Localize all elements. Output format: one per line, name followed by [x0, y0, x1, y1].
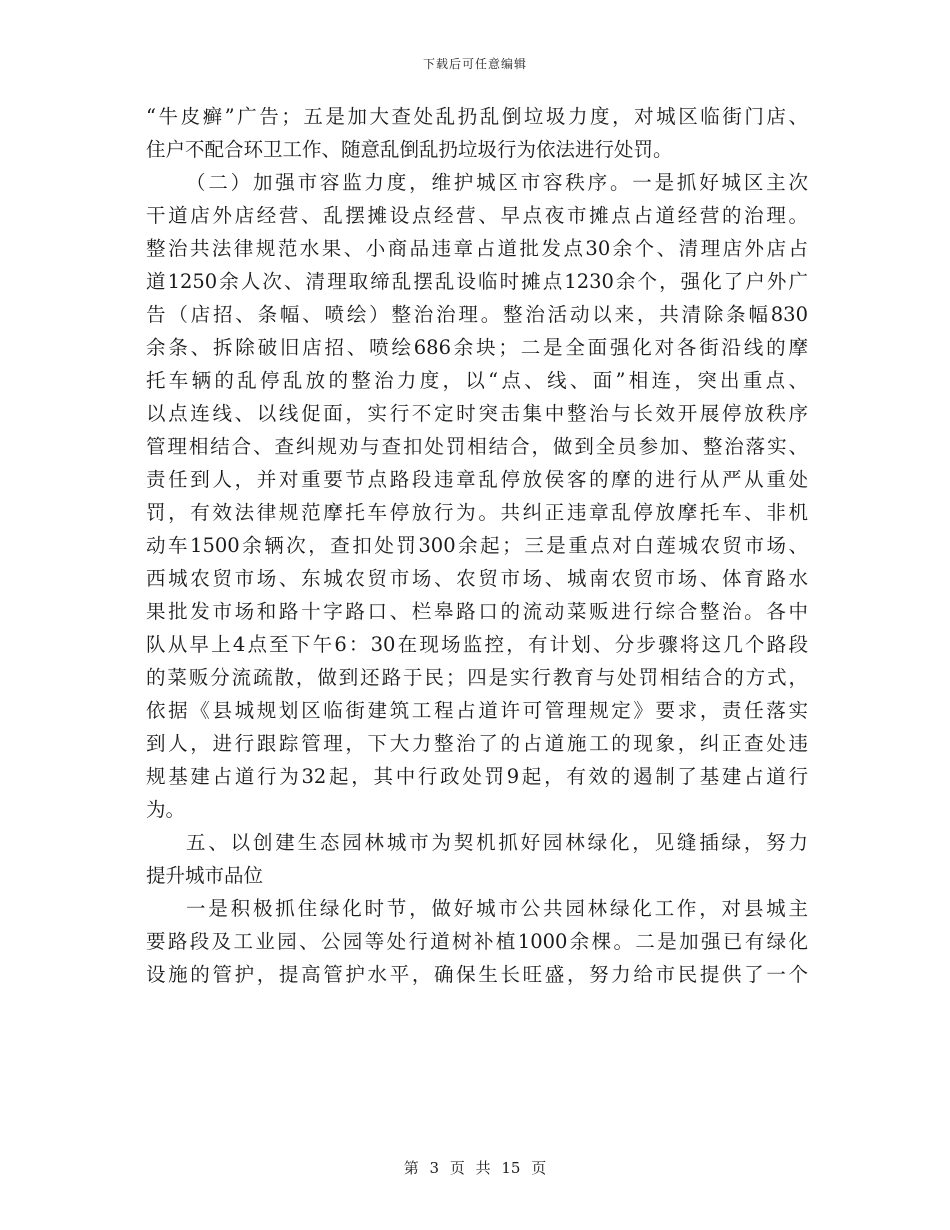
text-line: 管理相结合、查纠规劝与查扣处罚相结合，做到全员参加、整治落实、 — [146, 435, 808, 458]
text-line: 一是积极抓住绿化时节，做好城市公共园林绿化工作，对县城主 — [186, 897, 808, 920]
text-line: 依据《县城规划区临街建筑工程占道许可管理规定》要求，责任落实 — [146, 699, 808, 722]
text-line: 为。 — [146, 798, 186, 821]
text-line: 的菜贩分流疏散，做到还路于民；四是实行教育与处罚相结合的方式， — [146, 666, 808, 689]
text-line: 要路段及工业园、公园等处行道树补植1000余棵。二是加强已有绿化 — [146, 930, 808, 953]
section-heading: 五、以创建生态园林城市为契机抓好园林绿化，见缝插绿，努力 — [186, 831, 808, 854]
section-heading: 提升城市品位 — [146, 864, 264, 887]
text-line: 告（店招、条幅、喷绘）整治治理。整治活动以来，共清除条幅830 — [146, 303, 808, 326]
text-line: 果批发市场和路十字路口、栏皋路口的流动菜贩进行综合整治。各中 — [146, 600, 808, 623]
text-line: “牛皮癣”广告；五是加大查处乱扔乱倒垃圾力度，对城区临街门店、 — [146, 105, 808, 128]
text-line: 住户不配合环卫工作、随意乱倒乱扔垃圾行为依法进行处罚。 — [146, 138, 673, 161]
text-line: 整治共法律规范水果、小商品违章占道批发点30余个、清理店外店占 — [146, 237, 808, 260]
text-line: 罚，有效法律规范摩托车停放行为。共纠正违章乱停放摩托车、非机 — [146, 501, 808, 524]
text-line: （二）加强市容监力度，维护城区市容秩序。一是抓好城区主次 — [186, 171, 808, 194]
text-line: 托车辆的乱停乱放的整治力度，以“点、线、面”相连，突出重点、 — [146, 369, 808, 392]
text-line: 设施的管护，提高管护水平，确保生长旺盛，努力给市民提供了一个 — [146, 963, 808, 986]
text-line: 余条、拆除破旧店招、喷绘686余块；二是全面强化对各街沿线的摩 — [146, 336, 808, 359]
document-body — [146, 100, 808, 991]
text-line: 到人，进行跟踪管理，下大力整治了的占道施工的现象，纠正查处违 — [146, 732, 808, 755]
page-header: 下载后可任意编辑 — [422, 57, 527, 71]
text-line: 道1250余人次、清理取缔乱摆乱设临时摊点1230余个，强化了户外广 — [146, 270, 808, 293]
page-footer: 第 3 页 共 15 页 — [403, 1159, 547, 1177]
text-line: 责任到人，并对重要节点路段违章乱停放侯客的摩的进行从严从重处 — [146, 468, 808, 491]
text-line: 队从早上4点至下午6：30在现场监控，有计划、分步骤将这几个路段 — [146, 633, 808, 656]
text-line: 规基建占道行为32起，其中行政处罚9起，有效的遏制了基建占道行 — [146, 765, 808, 788]
text-line: 以点连线、以线促面，实行不定时突击集中整治与长效开展停放秩序 — [146, 402, 808, 425]
text-line: 西城农贸市场、东城农贸市场、农贸市场、城南农贸市场、体育路水 — [146, 567, 808, 590]
text-line: 干道店外店经营、乱摆摊设点经营、早点夜市摊点占道经营的治理。 — [146, 204, 808, 227]
text-line: 动车1500余辆次，查扣处罚300余起；三是重点对白莲城农贸市场、 — [146, 534, 808, 557]
